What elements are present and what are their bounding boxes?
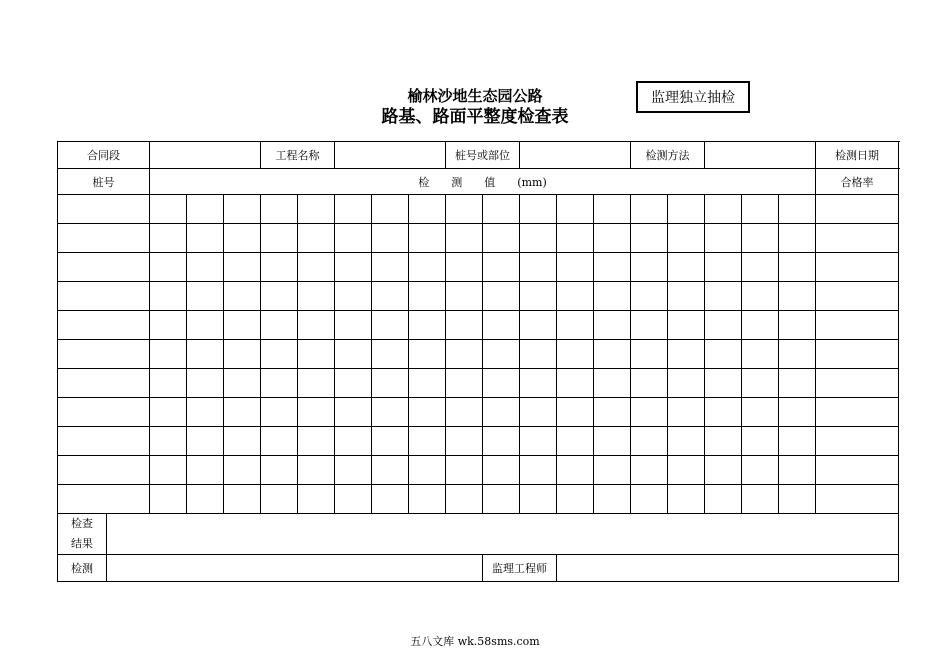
measurement-cell[interactable] xyxy=(224,253,261,282)
test-date-label: 检测日期 xyxy=(816,142,899,169)
result-field[interactable] xyxy=(107,514,899,555)
measurement-cell[interactable] xyxy=(261,253,298,282)
measurement-cell[interactable] xyxy=(261,456,298,485)
title-line2: 路基、路面平整度检查表 xyxy=(381,107,569,127)
measurement-cell[interactable] xyxy=(409,456,446,485)
measurement-cell[interactable] xyxy=(150,485,187,514)
measurement-cell[interactable] xyxy=(187,456,224,485)
measurement-cell[interactable] xyxy=(668,485,705,514)
measurement-cell[interactable] xyxy=(409,282,446,311)
measurement-cell[interactable] xyxy=(224,398,261,427)
measurement-cell[interactable] xyxy=(187,195,224,224)
measurement-cell[interactable] xyxy=(742,195,779,224)
measurement-cell[interactable] xyxy=(372,282,409,311)
measurement-cell[interactable] xyxy=(298,369,335,398)
measurement-cell[interactable] xyxy=(409,398,446,427)
measurement-cell[interactable] xyxy=(224,340,261,369)
measurement-cell[interactable] xyxy=(668,253,705,282)
measurement-cell[interactable] xyxy=(705,253,742,282)
measurement-cell[interactable] xyxy=(594,253,631,282)
measurement-cell[interactable] xyxy=(705,456,742,485)
pass-rate-cell[interactable] xyxy=(816,398,899,427)
footer-watermark: 五八文库 wk.58sms.com xyxy=(410,635,540,648)
measurement-cell[interactable] xyxy=(187,224,224,253)
table-row xyxy=(58,427,899,456)
pass-rate-cell[interactable] xyxy=(816,195,899,224)
pass-rate-cell[interactable] xyxy=(816,369,899,398)
measurement-cell[interactable] xyxy=(594,427,631,456)
title-line1: 榆林沙地生态园公路 xyxy=(407,87,543,105)
measurement-cell[interactable] xyxy=(779,195,816,224)
test-method-field[interactable] xyxy=(705,142,816,169)
measurement-cell[interactable] xyxy=(187,253,224,282)
measurement-cell[interactable] xyxy=(705,340,742,369)
measurement-cell[interactable] xyxy=(779,369,816,398)
measurement-cell[interactable] xyxy=(224,195,261,224)
station-cell[interactable] xyxy=(58,195,150,224)
measurement-cell[interactable] xyxy=(335,253,372,282)
measurement-cell[interactable] xyxy=(483,398,520,427)
measurement-cell[interactable] xyxy=(594,311,631,340)
pass-rate-cell[interactable] xyxy=(816,340,899,369)
measurement-cell[interactable] xyxy=(483,311,520,340)
measurement-cell[interactable] xyxy=(335,224,372,253)
measurement-cell[interactable] xyxy=(742,427,779,456)
project-name-field[interactable] xyxy=(335,142,446,169)
station-cell[interactable] xyxy=(58,427,150,456)
measurement-cell[interactable] xyxy=(298,311,335,340)
measurement-cell[interactable] xyxy=(372,456,409,485)
measurement-cell[interactable] xyxy=(298,340,335,369)
measurement-cell[interactable] xyxy=(187,427,224,456)
measurement-cell[interactable] xyxy=(779,456,816,485)
signature-row xyxy=(58,555,899,582)
inspector-field[interactable] xyxy=(107,555,483,582)
result-row xyxy=(58,514,899,555)
station-cell[interactable] xyxy=(58,369,150,398)
measurement-cell[interactable] xyxy=(446,224,483,253)
measurement-cell[interactable] xyxy=(705,427,742,456)
measurement-cell[interactable] xyxy=(594,485,631,514)
measurement-cell[interactable] xyxy=(224,456,261,485)
measurement-cell[interactable] xyxy=(446,340,483,369)
measurement-cell[interactable] xyxy=(335,340,372,369)
measurement-cell[interactable] xyxy=(446,195,483,224)
pass-rate-cell[interactable] xyxy=(816,456,899,485)
measurement-cell[interactable] xyxy=(372,195,409,224)
measurement-cell[interactable] xyxy=(705,398,742,427)
station-cell[interactable] xyxy=(58,311,150,340)
measured-values-header: 检 测 值 (mm) xyxy=(150,169,816,195)
measurement-cell[interactable] xyxy=(335,427,372,456)
station-cell[interactable] xyxy=(58,456,150,485)
measurement-cell[interactable] xyxy=(261,485,298,514)
measurement-cell[interactable] xyxy=(742,369,779,398)
measurement-cell[interactable] xyxy=(668,456,705,485)
measurement-cell[interactable] xyxy=(298,195,335,224)
measurement-cell[interactable] xyxy=(224,311,261,340)
measurement-cell[interactable] xyxy=(520,253,557,282)
measurement-cell[interactable] xyxy=(150,369,187,398)
result-label-line2: 结果 xyxy=(71,537,93,550)
measurement-cell[interactable] xyxy=(224,485,261,514)
measurement-cell[interactable] xyxy=(742,253,779,282)
measurement-cell[interactable] xyxy=(742,398,779,427)
measurement-cell[interactable] xyxy=(298,485,335,514)
measurement-cell[interactable] xyxy=(705,224,742,253)
measurement-cell[interactable] xyxy=(742,224,779,253)
measurement-cell[interactable] xyxy=(520,340,557,369)
measurement-cell[interactable] xyxy=(150,195,187,224)
measurement-cell[interactable] xyxy=(446,282,483,311)
table-row xyxy=(58,253,899,282)
measurement-cell[interactable] xyxy=(261,282,298,311)
measurement-cell[interactable] xyxy=(298,224,335,253)
measurement-cell[interactable] xyxy=(187,340,224,369)
station-cell[interactable] xyxy=(58,224,150,253)
measurement-cell[interactable] xyxy=(261,340,298,369)
measurement-cell[interactable] xyxy=(594,398,631,427)
pass-rate-cell[interactable] xyxy=(816,311,899,340)
measurement-cell[interactable] xyxy=(298,427,335,456)
measurement-cell[interactable] xyxy=(187,398,224,427)
measurement-cell[interactable] xyxy=(483,253,520,282)
measurement-cell[interactable] xyxy=(631,282,668,311)
measurement-cell[interactable] xyxy=(594,224,631,253)
measurement-cell[interactable] xyxy=(483,369,520,398)
measurement-cell[interactable] xyxy=(335,398,372,427)
measurement-cell[interactable] xyxy=(668,282,705,311)
table-row xyxy=(58,311,899,340)
measurement-cell[interactable] xyxy=(594,282,631,311)
measurement-cell[interactable] xyxy=(446,253,483,282)
measurement-cell[interactable] xyxy=(372,340,409,369)
measurement-cell[interactable] xyxy=(483,195,520,224)
contract-section-label: 合同段 xyxy=(58,142,150,169)
measurement-cell[interactable] xyxy=(594,195,631,224)
measurement-cell[interactable] xyxy=(261,311,298,340)
measurement-cell[interactable] xyxy=(372,369,409,398)
measurement-cell[interactable] xyxy=(520,282,557,311)
pass-rate-cell[interactable] xyxy=(816,253,899,282)
measurement-cell[interactable] xyxy=(557,340,594,369)
measurement-cell[interactable] xyxy=(261,224,298,253)
measurement-cell[interactable] xyxy=(742,282,779,311)
measurement-cell[interactable] xyxy=(224,427,261,456)
measurement-cell[interactable] xyxy=(261,369,298,398)
table-row xyxy=(58,195,899,224)
measurement-cell[interactable] xyxy=(150,224,187,253)
measurement-cell[interactable] xyxy=(520,427,557,456)
table-row xyxy=(58,485,899,514)
table-row xyxy=(58,398,899,427)
measurement-cell[interactable] xyxy=(705,311,742,340)
measurement-cell[interactable] xyxy=(779,485,816,514)
measurement-cell[interactable] xyxy=(409,195,446,224)
measurement-cell[interactable] xyxy=(187,485,224,514)
measurement-cell[interactable] xyxy=(631,427,668,456)
measurement-cell[interactable] xyxy=(631,369,668,398)
measurement-cell[interactable] xyxy=(335,456,372,485)
measurement-cell[interactable] xyxy=(483,456,520,485)
measurement-cell[interactable] xyxy=(779,340,816,369)
measurement-cell[interactable] xyxy=(668,195,705,224)
measurement-cell[interactable] xyxy=(446,427,483,456)
measurement-cell[interactable] xyxy=(779,224,816,253)
table-row xyxy=(58,282,899,311)
measurement-cell[interactable] xyxy=(335,282,372,311)
measurement-cell[interactable] xyxy=(520,485,557,514)
measurement-cell[interactable] xyxy=(557,224,594,253)
measurement-cell[interactable] xyxy=(705,282,742,311)
table-row xyxy=(58,224,899,253)
measurement-cell[interactable] xyxy=(668,427,705,456)
measurement-cell[interactable] xyxy=(372,224,409,253)
measurement-cell[interactable] xyxy=(779,311,816,340)
measurement-cell[interactable] xyxy=(557,456,594,485)
measurement-cell[interactable] xyxy=(557,485,594,514)
pass-rate-column-header: 合格率 xyxy=(816,169,899,195)
station-cell[interactable] xyxy=(58,340,150,369)
measurement-cell[interactable] xyxy=(483,224,520,253)
measurement-cell[interactable] xyxy=(742,456,779,485)
result-label-line1: 检查 xyxy=(71,517,93,530)
measurement-cell[interactable] xyxy=(298,398,335,427)
measurement-cell[interactable] xyxy=(594,456,631,485)
measurement-cell[interactable] xyxy=(187,369,224,398)
measurement-cell[interactable] xyxy=(631,253,668,282)
measurement-cell[interactable] xyxy=(668,311,705,340)
measurement-cell[interactable] xyxy=(224,282,261,311)
measurement-cell[interactable] xyxy=(150,398,187,427)
measurement-cell[interactable] xyxy=(483,427,520,456)
measurement-cell[interactable] xyxy=(446,485,483,514)
measurement-cell[interactable] xyxy=(409,427,446,456)
measurement-cell[interactable] xyxy=(631,311,668,340)
measurement-cell[interactable] xyxy=(446,398,483,427)
inspector-label: 检测 xyxy=(58,555,107,582)
measurement-cell[interactable] xyxy=(631,195,668,224)
measurement-cell[interactable] xyxy=(483,282,520,311)
station-cell[interactable] xyxy=(58,253,150,282)
data-rows xyxy=(58,195,899,514)
measurement-cell[interactable] xyxy=(187,282,224,311)
measurement-cell[interactable] xyxy=(520,456,557,485)
measurement-cell[interactable] xyxy=(261,427,298,456)
measurement-cell[interactable] xyxy=(261,195,298,224)
measurement-cell[interactable] xyxy=(224,224,261,253)
measurement-cell[interactable] xyxy=(779,282,816,311)
measurement-cell[interactable] xyxy=(372,253,409,282)
measurement-cell[interactable] xyxy=(446,456,483,485)
measurement-cell[interactable] xyxy=(150,253,187,282)
measurement-cell[interactable] xyxy=(409,485,446,514)
result-label xyxy=(58,514,107,555)
measurement-cell[interactable] xyxy=(187,311,224,340)
supervising-engineer-label: 监理工程师 xyxy=(483,555,557,582)
pass-rate-cell[interactable] xyxy=(816,427,899,456)
measurement-cell[interactable] xyxy=(705,369,742,398)
measurement-cell[interactable] xyxy=(557,311,594,340)
measurement-cell[interactable] xyxy=(335,195,372,224)
pass-rate-cell[interactable] xyxy=(816,485,899,514)
measurement-cell[interactable] xyxy=(446,369,483,398)
measurement-cell[interactable] xyxy=(409,369,446,398)
measurement-cell[interactable] xyxy=(261,398,298,427)
measurement-cell[interactable] xyxy=(335,485,372,514)
measurement-cell[interactable] xyxy=(446,311,483,340)
measurement-cell[interactable] xyxy=(150,311,187,340)
table-row xyxy=(58,369,899,398)
table-row xyxy=(58,456,899,485)
measurement-cell[interactable] xyxy=(520,224,557,253)
measurement-cell[interactable] xyxy=(742,340,779,369)
measurement-cell[interactable] xyxy=(150,427,187,456)
measurement-cell[interactable] xyxy=(779,253,816,282)
measurement-cell[interactable] xyxy=(298,282,335,311)
station-cell[interactable] xyxy=(58,398,150,427)
measurement-cell[interactable] xyxy=(150,340,187,369)
pass-rate-cell[interactable] xyxy=(816,282,899,311)
measurement-cell[interactable] xyxy=(298,456,335,485)
project-name-label: 工程名称 xyxy=(261,142,335,169)
station-cell[interactable] xyxy=(58,485,150,514)
info-row xyxy=(58,142,899,169)
measurement-cell[interactable] xyxy=(409,311,446,340)
measurement-cell[interactable] xyxy=(372,485,409,514)
measurement-cell[interactable] xyxy=(372,311,409,340)
measurement-cell[interactable] xyxy=(668,369,705,398)
measurement-cell[interactable] xyxy=(557,282,594,311)
measurement-cell[interactable] xyxy=(557,427,594,456)
measurement-cell[interactable] xyxy=(779,398,816,427)
measurement-cell[interactable] xyxy=(557,195,594,224)
measurement-cell[interactable] xyxy=(298,253,335,282)
measurement-cell[interactable] xyxy=(779,427,816,456)
column-header-row xyxy=(58,169,899,195)
measurement-cell[interactable] xyxy=(372,398,409,427)
measurement-cell[interactable] xyxy=(150,282,187,311)
measurement-cell[interactable] xyxy=(335,369,372,398)
measurement-cell[interactable] xyxy=(668,398,705,427)
measurement-cell[interactable] xyxy=(742,485,779,514)
measurement-cell[interactable] xyxy=(520,311,557,340)
measurement-cell[interactable] xyxy=(631,485,668,514)
measurement-cell[interactable] xyxy=(631,224,668,253)
measurement-cell[interactable] xyxy=(742,311,779,340)
measurement-cell[interactable] xyxy=(409,253,446,282)
table-row xyxy=(58,340,899,369)
measurement-cell[interactable] xyxy=(705,485,742,514)
measurement-cell[interactable] xyxy=(409,340,446,369)
measurement-cell[interactable] xyxy=(631,398,668,427)
contract-section-field[interactable] xyxy=(150,142,261,169)
measurement-cell[interactable] xyxy=(631,456,668,485)
measurement-cell[interactable] xyxy=(409,224,446,253)
station-cell[interactable] xyxy=(58,282,150,311)
supervising-engineer-field[interactable] xyxy=(557,555,899,582)
measurement-cell[interactable] xyxy=(557,398,594,427)
measurement-cell[interactable] xyxy=(335,311,372,340)
measurement-cell[interactable] xyxy=(705,195,742,224)
measurement-cell[interactable] xyxy=(557,253,594,282)
inspection-form-table xyxy=(57,141,899,582)
measurement-cell[interactable] xyxy=(668,224,705,253)
inspection-stamp: 监理独立抽检 xyxy=(636,81,750,113)
measurement-cell[interactable] xyxy=(594,369,631,398)
title-block xyxy=(300,86,650,128)
measurement-cell[interactable] xyxy=(372,427,409,456)
measurement-cell[interactable] xyxy=(483,340,520,369)
measurement-cell[interactable] xyxy=(150,456,187,485)
measurement-cell[interactable] xyxy=(520,195,557,224)
pass-rate-cell[interactable] xyxy=(816,224,899,253)
measurement-cell[interactable] xyxy=(520,369,557,398)
station-or-part-label: 桩号或部位 xyxy=(446,142,520,169)
measurement-cell[interactable] xyxy=(520,398,557,427)
station-or-part-field[interactable] xyxy=(520,142,631,169)
measurement-cell[interactable] xyxy=(631,340,668,369)
station-column-header: 桩号 xyxy=(58,169,150,195)
measurement-cell[interactable] xyxy=(483,485,520,514)
test-method-label: 检测方法 xyxy=(631,142,705,169)
measurement-cell[interactable] xyxy=(594,340,631,369)
measurement-cell[interactable] xyxy=(557,369,594,398)
measurement-cell[interactable] xyxy=(668,340,705,369)
measurement-cell[interactable] xyxy=(224,369,261,398)
